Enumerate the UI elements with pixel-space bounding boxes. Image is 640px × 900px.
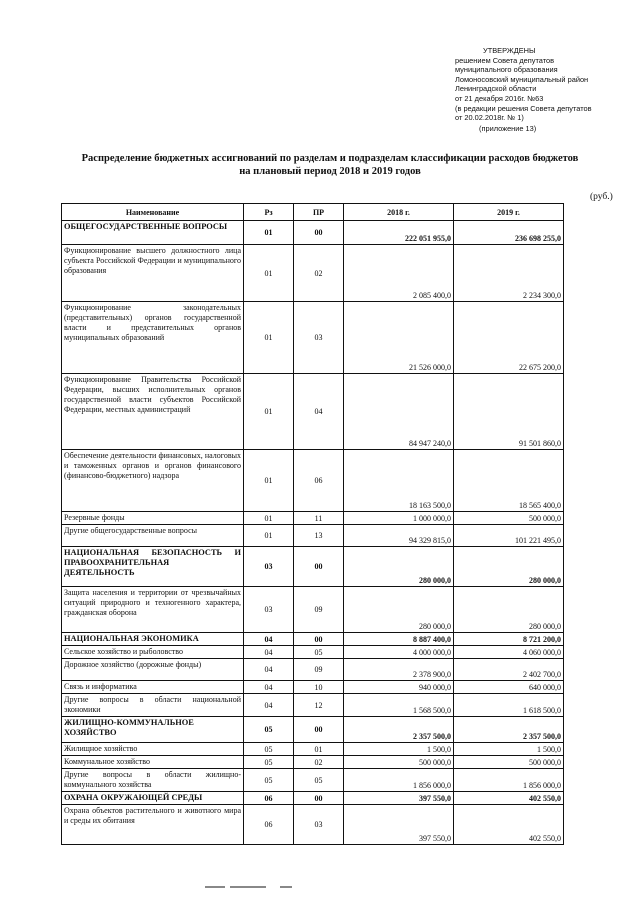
- approval-title: УТВЕРЖДЕНЫ: [483, 46, 536, 55]
- row-rz-cell: 05: [244, 743, 294, 756]
- row-pr-cell: 05: [294, 646, 344, 659]
- table-row: [62, 587, 564, 633]
- row-rz-cell: 01: [244, 245, 294, 302]
- row-pr-cell: 02: [294, 756, 344, 769]
- row-pr-cell: 10: [294, 681, 344, 694]
- row-2018-cell: 500 000,0: [344, 756, 454, 769]
- row-pr-cell: 13: [294, 525, 344, 547]
- row-2019-cell: 22 675 200,0: [454, 302, 564, 374]
- row-2018-cell: 21 526 000,0: [344, 302, 454, 374]
- row-pr-cell: 09: [294, 587, 344, 633]
- row-2018-cell: 222 051 955,0: [344, 221, 454, 245]
- table-row: [62, 659, 564, 681]
- section-row: [62, 221, 564, 245]
- row-2018-cell: 397 550,0: [344, 792, 454, 805]
- document-title-line-1: Распределение бюджетных ассигнований по разделам и подразделам классификации расходов бюджетов: [81, 153, 579, 164]
- row-name-cell: Функционирование законодательных (представительных) органов государственной власти и представительных органов муниципальных образований: [62, 302, 244, 374]
- row-2019-cell: 402 550,0: [454, 792, 564, 805]
- row-rz-cell: 05: [244, 769, 294, 792]
- header-name: Наименование: [62, 204, 244, 221]
- row-2019-cell: 500 000,0: [454, 512, 564, 525]
- row-2018-cell: 280 000,0: [344, 547, 454, 587]
- row-name-cell: ОБЩЕГОСУДАРСТВЕННЫЕ ВОПРОСЫ: [62, 221, 244, 245]
- row-rz-cell: 01: [244, 512, 294, 525]
- row-rz-cell: 04: [244, 633, 294, 646]
- row-pr-cell: 04: [294, 374, 344, 450]
- row-name-cell: Жилищное хозяйство: [62, 743, 244, 756]
- row-2019-cell: 1 500,0: [454, 743, 564, 756]
- table-row: [62, 756, 564, 769]
- row-name-cell: Охрана объектов растительного и животного мира и среды их обитания: [62, 805, 244, 845]
- row-2019-cell: 280 000,0: [454, 587, 564, 633]
- budget-table: [61, 203, 564, 845]
- row-2019-cell: 101 221 495,0: [454, 525, 564, 547]
- row-rz-cell: 04: [244, 694, 294, 717]
- row-2018-cell: 1 500,0: [344, 743, 454, 756]
- header-rz: Рз: [244, 204, 294, 221]
- row-2019-cell: 4 060 000,0: [454, 646, 564, 659]
- row-2019-cell: 91 501 860,0: [454, 374, 564, 450]
- row-pr-cell: 12: [294, 694, 344, 717]
- document-title-line-2: на плановый период 2018 и 2019 годов: [239, 166, 421, 177]
- row-2019-cell: 1 856 000,0: [454, 769, 564, 792]
- table-row: [62, 512, 564, 525]
- approval-line: (в редакции решения Совета депутатов: [455, 103, 592, 113]
- row-pr-cell: 00: [294, 792, 344, 805]
- row-rz-cell: 04: [244, 646, 294, 659]
- scan-mark: [280, 886, 292, 888]
- row-pr-cell: 00: [294, 717, 344, 743]
- table-row: [62, 681, 564, 694]
- row-pr-cell: 05: [294, 769, 344, 792]
- row-rz-cell: 01: [244, 221, 294, 245]
- row-2018-cell: 8 887 400,0: [344, 633, 454, 646]
- header-2019: 2019 г.: [454, 204, 564, 221]
- section-row: [62, 633, 564, 646]
- row-2019-cell: 2 234 300,0: [454, 245, 564, 302]
- approval-block: [455, 46, 635, 133]
- row-name-cell: НАЦИОНАЛЬНАЯ БЕЗОПАСНОСТЬ И ПРАВООХРАНИТЕЛЬНАЯ ДЕЯТЕЛЬНОСТЬ: [62, 547, 244, 587]
- row-name-cell: Другие вопросы в области жилищно-коммунального хозяйства: [62, 769, 244, 792]
- table-row: [62, 805, 564, 845]
- row-2019-cell: 500 000,0: [454, 756, 564, 769]
- row-rz-cell: 01: [244, 374, 294, 450]
- budget-table-body: [62, 221, 564, 845]
- row-name-cell: Другие вопросы в области национальной экономики: [62, 694, 244, 717]
- row-name-cell: Обеспечение деятельности финансовых, налоговых и таможенных органов и органов финансового (финансово-бюджетного) надзора: [62, 450, 244, 512]
- row-rz-cell: 03: [244, 587, 294, 633]
- scan-mark: [230, 886, 266, 888]
- row-name-cell: Функционирование Правительства Российской Федерации, высших исполнительных органов государственной власти субъектов Российской Федерации, местных администраций: [62, 374, 244, 450]
- table-row: [62, 694, 564, 717]
- scan-mark: [205, 886, 225, 888]
- approval-line: Ломоносовский муниципальный район: [455, 74, 589, 84]
- table-row: [62, 769, 564, 792]
- table-row: [62, 374, 564, 450]
- row-name-cell: ЖИЛИЩНО-КОММУНАЛЬНОЕ ХОЗЯЙСТВО: [62, 717, 244, 743]
- row-pr-cell: 01: [294, 743, 344, 756]
- row-2018-cell: 2 357 500,0: [344, 717, 454, 743]
- table-row: [62, 525, 564, 547]
- row-name-cell: Дорожное хозяйство (дорожные фонды): [62, 659, 244, 681]
- header-2018: 2018 г.: [344, 204, 454, 221]
- row-2018-cell: 84 947 240,0: [344, 374, 454, 450]
- row-2019-cell: 2 357 500,0: [454, 717, 564, 743]
- row-2018-cell: 397 550,0: [344, 805, 454, 845]
- row-2018-cell: 1 568 500,0: [344, 694, 454, 717]
- row-name-cell: Защита населения и территории от чрезвычайных ситуаций природного и техногенного характера, гражданская оборона: [62, 587, 244, 633]
- row-name-cell: Другие общегосударственные вопросы: [62, 525, 244, 547]
- approval-line: решением Совета депутатов: [455, 55, 555, 65]
- row-name-cell: Функционирование высшего должностного лица субъекта Российской Федерации и муниципального образования: [62, 245, 244, 302]
- row-pr-cell: 06: [294, 450, 344, 512]
- table-row: [62, 245, 564, 302]
- row-2018-cell: 2 085 400,0: [344, 245, 454, 302]
- row-pr-cell: 09: [294, 659, 344, 681]
- approval-line: от 20.02.2018г. № 1): [455, 113, 524, 123]
- row-name-cell: Коммунальное хозяйство: [62, 756, 244, 769]
- row-name-cell: НАЦИОНАЛЬНАЯ ЭКОНОМИКА: [62, 633, 244, 646]
- currency-unit: (руб.): [590, 192, 613, 202]
- table-row: [62, 743, 564, 756]
- section-row: [62, 547, 564, 587]
- table-header-row: [62, 204, 564, 221]
- row-2019-cell: 640 000,0: [454, 681, 564, 694]
- row-rz-cell: 01: [244, 302, 294, 374]
- appendix-label: (приложение 13): [479, 123, 537, 133]
- row-rz-cell: 04: [244, 659, 294, 681]
- row-2019-cell: 8 721 200,0: [454, 633, 564, 646]
- table-row: [62, 646, 564, 659]
- approval-line: от 21 декабря 2016г. №63: [455, 93, 544, 103]
- row-2018-cell: 18 163 500,0: [344, 450, 454, 512]
- table-row: [62, 450, 564, 512]
- row-2018-cell: 4 000 000,0: [344, 646, 454, 659]
- row-rz-cell: 05: [244, 756, 294, 769]
- document-title: [40, 152, 620, 178]
- section-row: [62, 792, 564, 805]
- row-2019-cell: 280 000,0: [454, 547, 564, 587]
- row-2019-cell: 2 402 700,0: [454, 659, 564, 681]
- row-2018-cell: 2 378 900,0: [344, 659, 454, 681]
- table-row: [62, 302, 564, 374]
- row-name-cell: Резервные фонды: [62, 512, 244, 525]
- row-rz-cell: 04: [244, 681, 294, 694]
- row-name-cell: ОХРАНА ОКРУЖАЮЩЕЙ СРЕДЫ: [62, 792, 244, 805]
- row-2018-cell: 1 000 000,0: [344, 512, 454, 525]
- row-pr-cell: 00: [294, 547, 344, 587]
- row-2018-cell: 940 000,0: [344, 681, 454, 694]
- row-rz-cell: 05: [244, 717, 294, 743]
- row-rz-cell: 06: [244, 792, 294, 805]
- row-2019-cell: 402 550,0: [454, 805, 564, 845]
- row-pr-cell: 00: [294, 221, 344, 245]
- row-2018-cell: 1 856 000,0: [344, 769, 454, 792]
- row-name-cell: Связь и информатика: [62, 681, 244, 694]
- section-row: [62, 717, 564, 743]
- row-pr-cell: 03: [294, 302, 344, 374]
- approval-line: Ленинградской области: [455, 84, 537, 94]
- row-rz-cell: 01: [244, 450, 294, 512]
- row-pr-cell: 11: [294, 512, 344, 525]
- row-2018-cell: 280 000,0: [344, 587, 454, 633]
- row-2019-cell: 1 618 500,0: [454, 694, 564, 717]
- row-2019-cell: 18 565 400,0: [454, 450, 564, 512]
- row-rz-cell: 01: [244, 525, 294, 547]
- header-pr: ПР: [294, 204, 344, 221]
- row-pr-cell: 00: [294, 633, 344, 646]
- row-2018-cell: 94 329 815,0: [344, 525, 454, 547]
- row-pr-cell: 02: [294, 245, 344, 302]
- row-rz-cell: 03: [244, 547, 294, 587]
- row-2019-cell: 236 698 255,0: [454, 221, 564, 245]
- row-pr-cell: 03: [294, 805, 344, 845]
- row-rz-cell: 06: [244, 805, 294, 845]
- approval-line: муниципального образования: [455, 65, 558, 75]
- row-name-cell: Сельское хозяйство и рыболовство: [62, 646, 244, 659]
